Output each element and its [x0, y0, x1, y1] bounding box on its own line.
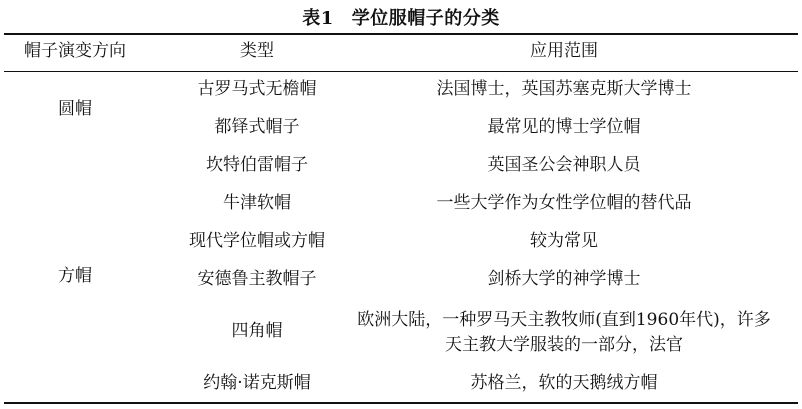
table-number: 表1: [302, 8, 334, 29]
scope-cell: 法国博士，英国苏塞克斯大学博士: [436, 79, 692, 99]
bottom-rule: [4, 402, 798, 404]
header-direction: 帽子演变方向: [24, 41, 126, 61]
type-cell: 安德鲁主教帽子: [197, 269, 317, 289]
type-cell: 坎特伯雷帽子: [206, 155, 308, 175]
type-cell: 四角帽: [231, 321, 283, 341]
table-caption: [0, 4, 802, 30]
group-label-square: 方帽: [58, 266, 92, 286]
type-cell: 牛津软帽: [223, 193, 291, 213]
header-type: 类型: [240, 41, 274, 61]
scope-cell: 较为常见: [530, 231, 598, 251]
scope-cell: 英国圣公会神职人员: [487, 155, 641, 175]
scope-cell: 剑桥大学的神学博士: [487, 269, 641, 289]
table-title: 学位服帽子的分类: [351, 8, 500, 29]
scope-line: 欧洲大陆，一种罗马天主教牧师(直到1960年代)，许多: [357, 310, 771, 330]
top-rule: [4, 33, 798, 35]
type-cell: 都铎式帽子: [214, 117, 300, 137]
header-scope: 应用范围: [530, 41, 598, 61]
scope-cell: 最常见的博士学位帽: [487, 117, 641, 137]
type-cell: 约翰·诺克斯帽: [203, 373, 311, 393]
scope-cell-multiline: [330, 308, 798, 358]
type-cell: 古罗马式无檐帽: [197, 79, 317, 99]
scope-cell: 一些大学作为女性学位帽的替代品: [436, 193, 692, 213]
header-rule: [4, 71, 798, 72]
scope-line: 天主教大学服装的一部分，法官: [445, 335, 683, 355]
group-label-round: 圆帽: [58, 99, 92, 119]
type-cell: 现代学位帽或方帽: [189, 231, 325, 251]
scope-cell: 苏格兰，软的天鹅绒方帽: [470, 373, 658, 393]
